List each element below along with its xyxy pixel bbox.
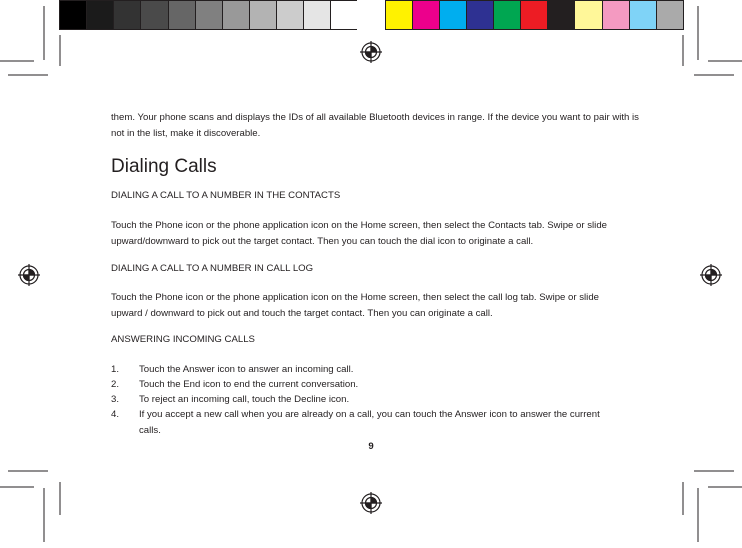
section-title-answering: ANSWERING INCOMING CALLS	[111, 334, 255, 345]
page-number: 9	[368, 441, 374, 452]
registration-mark-top	[360, 41, 382, 63]
step-text: To reject an incoming call, touch the Decline icon.	[139, 394, 350, 405]
step-text: Touch the End icon to end the current conversation.	[139, 379, 359, 390]
step-number: 2.	[111, 379, 120, 390]
registration-mark-bottom	[360, 492, 382, 514]
step-text: Touch the Answer icon to answer an incoming call.	[139, 364, 354, 375]
section-title-contacts: DIALING A CALL TO A NUMBER IN THE CONTACTS	[111, 190, 341, 201]
registration-mark-left	[18, 264, 40, 286]
section-body-contacts: Touch the Phone icon or the phone application icon on the Home screen, then select the Contacts tab. Swipe or slide upward/downward to pick out the target contact. Then you can touch the dial icon to originate a call.	[111, 220, 607, 247]
intro-paragraph: them. Your phone scans and displays the IDs of all available Bluetooth devices in range. If the device you want to pair with is not in the list, make it discoverable.	[111, 112, 639, 139]
step-text: If you accept a new call when you are already on a call, you can touch the Answer icon to answer the current calls.	[139, 409, 600, 436]
section-title-call-log: DIALING A CALL TO A NUMBER IN CALL LOG	[111, 263, 314, 274]
step-number: 3.	[111, 394, 120, 405]
page-heading: Dialing Calls	[111, 156, 217, 177]
registration-mark-right	[700, 264, 722, 286]
step-number: 1.	[111, 364, 120, 375]
section-body-call-log: Touch the Phone icon or the phone application icon on the Home screen, then select the call log tab. Swipe or slide upward / downward to pick out and touch the target contact. Then you can originate a call.	[111, 292, 599, 319]
step-number: 4.	[111, 409, 120, 420]
